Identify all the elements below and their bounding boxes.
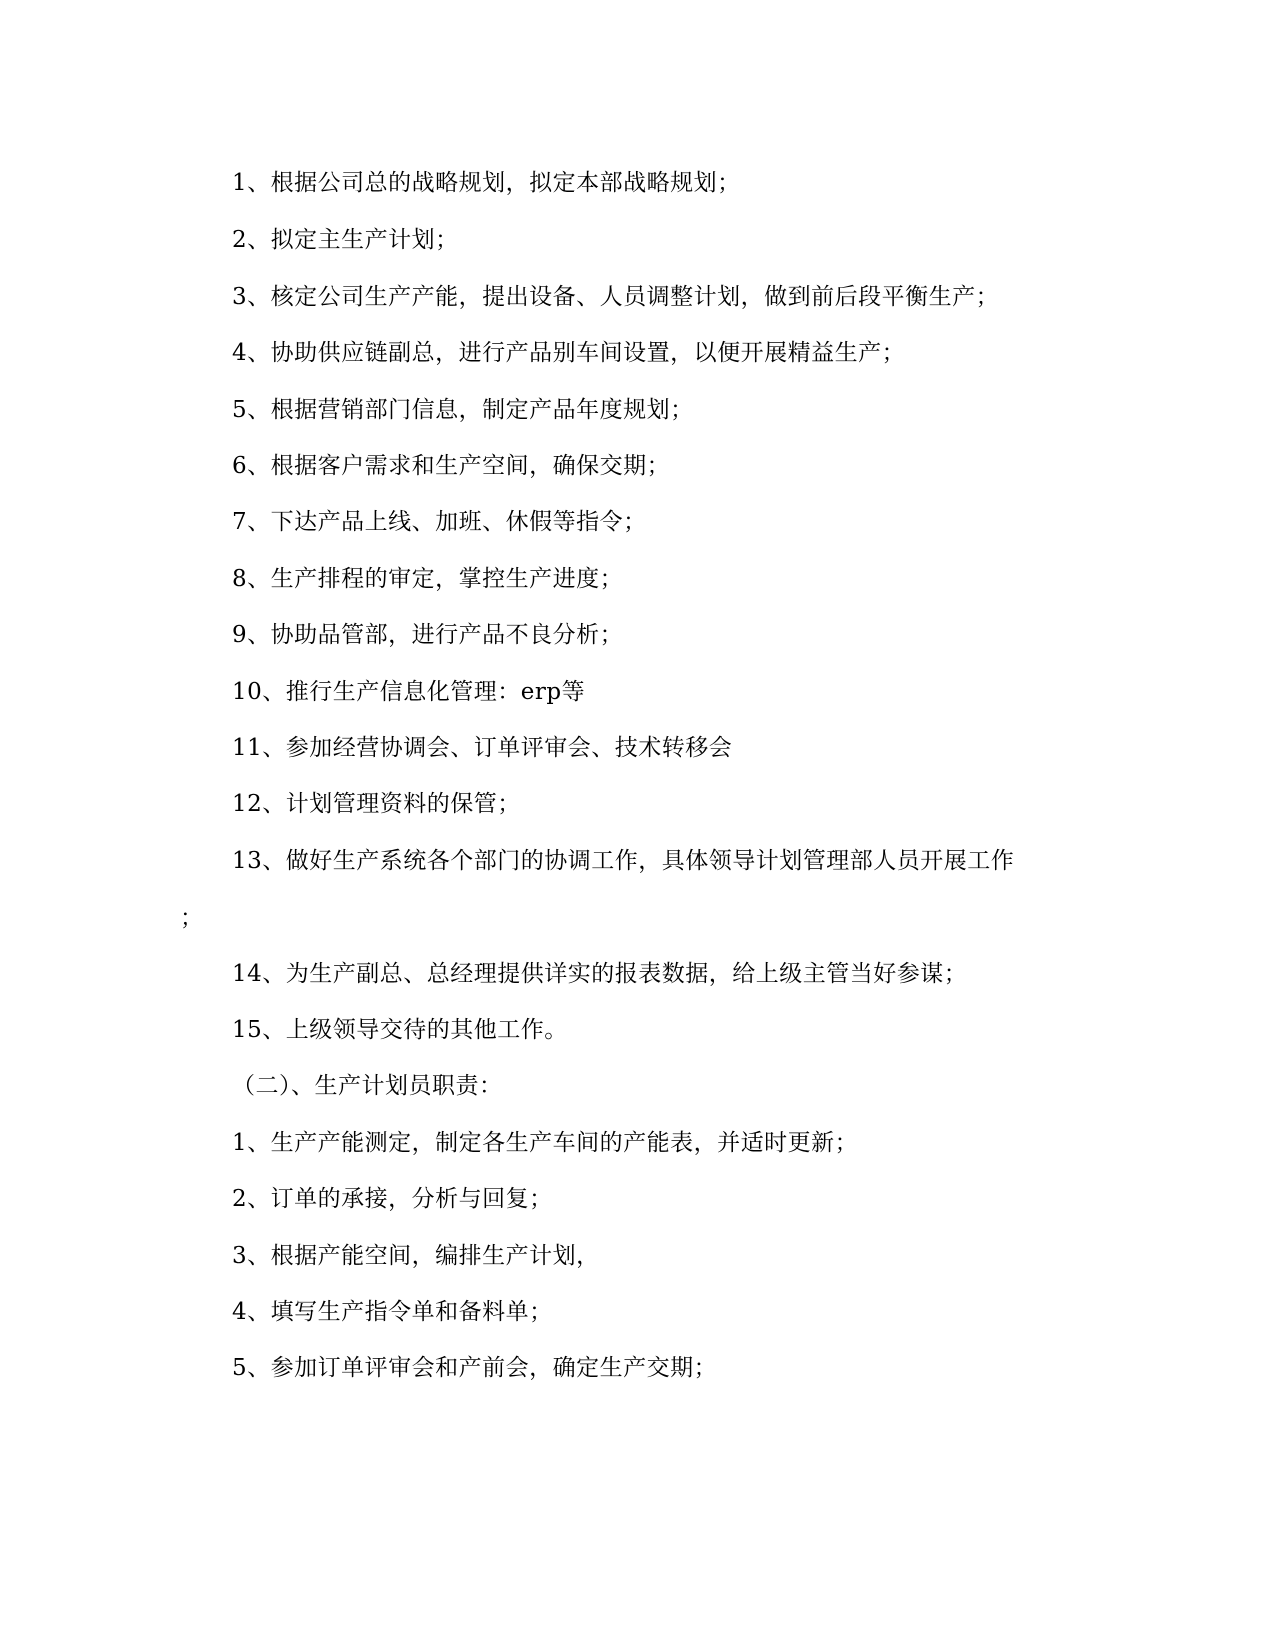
- duty-item-14: 14、为生产副总、总经理提供详实的报表数据，给上级主管当好参谋；: [232, 961, 968, 987]
- duty-item-1: 1、根据公司总的战略规划，拟定本部战略规划；: [232, 170, 741, 196]
- duty-item-7: 7、下达产品上线、加班、休假等指令；: [232, 509, 647, 535]
- duty-item-10: 10、推行生产信息化管理：erp等: [232, 679, 586, 705]
- planner-duty-item-4: 4、填写生产指令单和备料单；: [232, 1299, 553, 1325]
- duty-item-15: 15、上级领导交待的其他工作。: [232, 1017, 568, 1043]
- planner-duty-item-1: 1、生产产能测定，制定各生产车间的产能表，并适时更新；: [232, 1130, 859, 1156]
- section-heading-planner-duties: （二）、生产计划员职责：: [232, 1073, 503, 1099]
- duty-item-11: 11、参加经营协调会、订单评审会、技术转移会: [232, 735, 733, 761]
- duty-item-13-wrap: ；: [180, 905, 203, 931]
- planner-duty-item-3: 3、根据产能空间，编排生产计划，: [232, 1243, 600, 1269]
- duty-item-6: 6、根据客户需求和生产空间，确保交期；: [232, 453, 671, 479]
- duty-item-12: 12、计划管理资料的保管；: [232, 791, 521, 817]
- duty-item-2: 2、拟定主生产计划；: [232, 227, 459, 253]
- duty-item-13: 13、做好生产系统各个部门的协调工作，具体领导计划管理部人员开展工作: [232, 848, 1015, 874]
- duty-item-5: 5、根据营销部门信息，制定产品年度规划；: [232, 397, 694, 423]
- duty-item-4: 4、协助供应链副总，进行产品别车间设置，以便开展精益生产；: [232, 340, 906, 366]
- planner-duty-item-5: 5、参加订单评审会和产前会，确定生产交期；: [232, 1355, 718, 1381]
- duty-item-8: 8、生产排程的审定，掌控生产进度；: [232, 566, 624, 592]
- planner-duty-item-2: 2、订单的承接，分析与回复；: [232, 1186, 553, 1212]
- duty-item-3: 3、核定公司生产产能，提出设备、人员调整计划，做到前后段平衡生产；: [232, 284, 1000, 310]
- duty-item-9: 9、协助品管部，进行产品不良分析；: [232, 622, 624, 648]
